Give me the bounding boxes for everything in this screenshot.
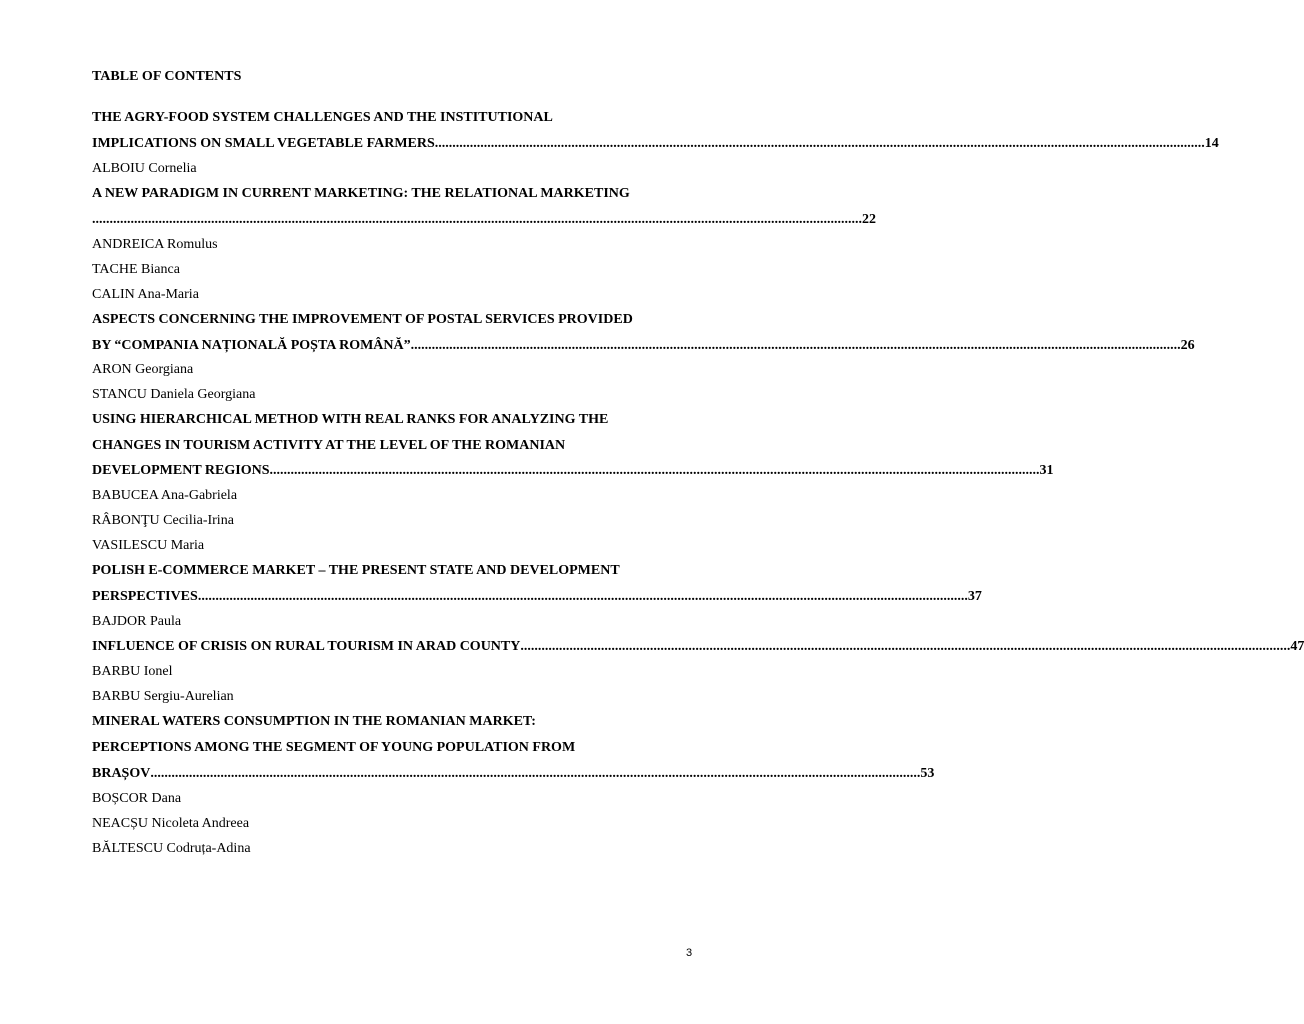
entry-title-line: USING HIERARCHICAL METHOD WITH REAL RANKS FOR ANALYZING THE <box>92 412 609 427</box>
author-name: CALIN Ana-Maria <box>92 287 199 302</box>
leader-dots: ............................................................................................................................................................................................................................ <box>520 639 1291 654</box>
author-name: TACHE Bianca <box>92 262 180 277</box>
leader-dots: ............................................................................................................................................................................................................................ <box>197 589 968 604</box>
leader-dots: ............................................................................................................................................................................................................................ <box>269 463 1040 478</box>
leader-dots: ............................................................................................................................................................................................................................ <box>92 212 862 227</box>
entry-title-text: DEVELOPMENT REGIONS <box>92 463 270 478</box>
entry-title-line: PERCEPTIONS AMONG THE SEGMENT OF YOUNG POPULATION FROM <box>92 740 576 755</box>
author-name: RÂBONŢU Cecilia-Irina <box>92 513 234 528</box>
entry-title-last-line <box>92 135 1219 153</box>
entry-page-number: 53 <box>920 766 935 781</box>
entry-page-number: 31 <box>1039 463 1054 478</box>
author-name: ALBOIU Cornelia <box>92 161 197 176</box>
entry-title-line: A NEW PARADIGM IN CURRENT MARKETING: THE RELATIONAL MARKETING <box>92 186 630 201</box>
entry-title-last-line <box>92 462 1054 480</box>
entry-page-number: 47 <box>1290 639 1304 654</box>
leader-dots: ............................................................................................................................................................................................................................ <box>434 136 1205 151</box>
entry-title-line: ASPECTS CONCERNING THE IMPROVEMENT OF POSTAL SERVICES PROVIDED <box>92 312 633 327</box>
entry-title-last-line <box>92 211 876 229</box>
toc-heading: TABLE OF CONTENTS <box>92 69 242 84</box>
entry-title-text: IMPLICATIONS ON SMALL VEGETABLE FARMERS <box>92 136 435 151</box>
entry-title-last-line <box>92 638 1304 656</box>
entry-title-line: POLISH E-COMMERCE MARKET – THE PRESENT STATE AND DEVELOPMENT <box>92 563 620 578</box>
author-name: STANCU Daniela Georgiana <box>92 387 256 402</box>
page-number: 3 <box>686 947 693 959</box>
author-name: ARON Georgiana <box>92 362 194 377</box>
entry-title-line: MINERAL WATERS CONSUMPTION IN THE ROMANIAN MARKET: <box>92 714 536 729</box>
entry-page-number: 22 <box>862 212 876 227</box>
entry-title-line: THE AGRY-FOOD SYSTEM CHALLENGES AND THE INSTITUTIONAL <box>92 110 553 125</box>
entry-title-last-line <box>92 588 982 606</box>
entry-title-text: PERSPECTIVES <box>92 589 198 604</box>
author-name: ANDREICA Romulus <box>92 237 218 252</box>
author-name: BABUCEA Ana-Gabriela <box>92 488 238 503</box>
author-name: NEACȘU Nicoleta Andreea <box>92 816 250 831</box>
author-name: BAJDOR Paula <box>92 614 182 629</box>
author-name: BOȘCOR Dana <box>92 791 182 806</box>
entry-page-number: 14 <box>1204 136 1219 151</box>
author-name: VASILESCU Maria <box>92 538 205 553</box>
entry-title-line: CHANGES IN TOURISM ACTIVITY AT THE LEVEL OF THE ROMANIAN <box>92 438 566 453</box>
entry-page-number: 26 <box>1180 338 1195 353</box>
author-name: BĂLTESCU Codruța-Adina <box>92 841 251 856</box>
entry-title-text: INFLUENCE OF CRISIS ON RURAL TOURISM IN ARAD COUNTY <box>92 639 521 654</box>
entry-title-text: BY “COMPANIA NAȚIONALĂ POȘTA ROMÂNĂ” <box>92 338 411 353</box>
entry-title-last-line <box>92 765 935 783</box>
entry-page-number: 37 <box>967 589 982 604</box>
leader-dots: ............................................................................................................................................................................................................................ <box>410 338 1181 353</box>
entry-title-text: BRAȘOV <box>92 766 151 781</box>
leader-dots: ............................................................................................................................................................................................................................ <box>150 766 921 781</box>
author-name: BARBU Sergiu-Aurelian <box>92 689 234 704</box>
entry-title-last-line <box>92 337 1195 355</box>
author-name: BARBU Ionel <box>92 664 173 679</box>
